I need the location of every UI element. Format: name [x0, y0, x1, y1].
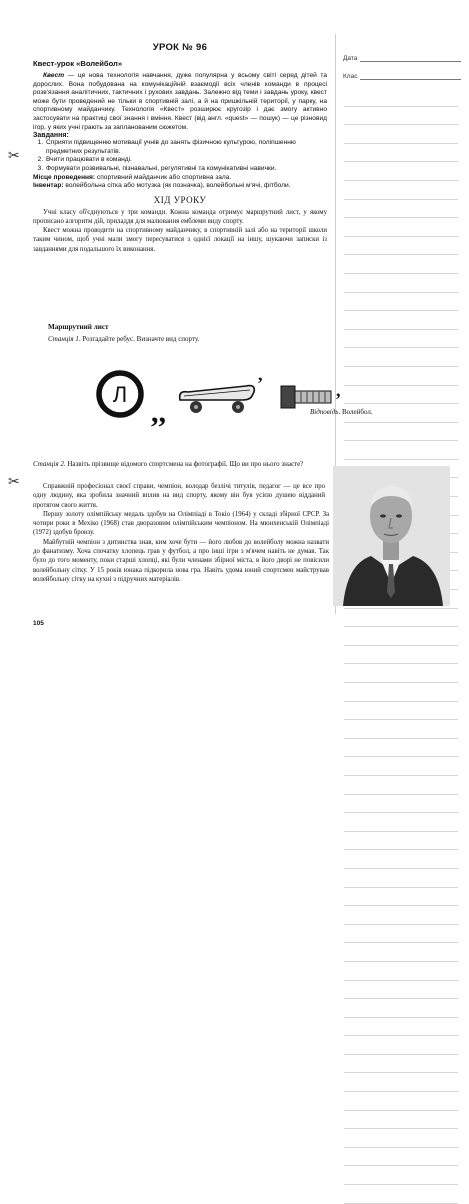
date-label: Дата — [343, 55, 358, 62]
course-paragraph: Квест можна проводити на спортивному майданчику, в спортивній залі або на території школи таким чином, щоб учні мали змогу пересуватися з однієї локації на іншу, шукаючи записки із завданнями для подальшого їх виконання. — [33, 227, 327, 253]
lesson-title: УРОК № 96 — [152, 42, 208, 53]
station2-label: Станція 2 — [33, 460, 64, 468]
scissors-icon: ✂ — [8, 147, 20, 163]
station1-answer — [310, 408, 373, 416]
rebus-apostrophe-mark: , — [258, 364, 263, 384]
intro-paragraph — [33, 72, 327, 132]
intro-term: Квест — [43, 72, 65, 79]
intro-text: — це нова технологія навчання, дуже популярна у всьому світі серед дітей та дорослих. Вона побудована на комунікаційній взаємодії всіх членів команди в процесі розв'язання аналітичних, тактичних і рухових завдань. Залежно від теми і завдань уроку, квест може бути проведений не тільки в спортивній залі, а й на пришкільній території, у парку, на спортивному майданчику. Технологія «Квест» розширює кругозір і дає змогу активно застосувати на практиці свої знання і вміння. Квест (від англ. «quest» — пошук) — це різновид ігор, у яких учні грають за запланованим сюжетом. — [33, 72, 327, 131]
rebus-image — [96, 362, 356, 432]
page-number: 105 — [33, 620, 44, 627]
place-value: спортивний майданчик або спортивна зала. — [95, 173, 232, 181]
skateboard-icon — [180, 386, 255, 413]
sidebar-fields — [343, 44, 461, 80]
bio-paragraph: Першу золоту олімпійську медаль здобув на Олімпіаді в Токіо (1964) у складі збірної СРСР. За чотири роки в Мехіко (1968) став дворазовим олімпійським чемпіоном. На мюнхенській Олімпіаді (1972) здобув бронзу. — [33, 510, 329, 537]
bio-paragraph: Справжній професіонал своєї справи, чемпіон, володар безлічі титулів, педагог — це все про одну людину, яка зробила значний вплив на вид спорту, якому він був усією душею відданий протягом свого життя. — [33, 483, 325, 509]
date-field[interactable] — [343, 44, 461, 62]
station2-prompt — [33, 460, 327, 470]
athlete-photo — [333, 466, 450, 606]
station1-text: . Розгадайте ребус. Визначте вид спорту. — [78, 335, 200, 343]
bio-paragraph: Майбутній чемпіон з дитинства знав, ким хоче бути — його любов до волейболу можна назвати до фанатизму. Хоча спочатку хлопець грав у футбол, а про інші ігри з м'ячем навіть не думав. Так було до того моменту, поки старші хлопці, які були членами збірної міста, в його дворі не повісили волейбольну сітку. У 15 років юнака підкорила нова гра. Навіть удома юний спортсмен майстрував волейбольну сітку на кухні з підручних матеріалів. — [33, 538, 329, 583]
place-line — [33, 174, 327, 183]
route-title: Маршрутний лист — [48, 323, 109, 331]
tasks-label: Завдання: — [33, 132, 69, 140]
task-item: 2. Вчити працювати в команді. — [45, 156, 327, 165]
tasks-list — [33, 139, 327, 173]
task-item: 3. Формувати розвивальні, пізнавальні, регулятивні та комунікативні навички. — [45, 165, 327, 174]
notes-lines[interactable] — [344, 88, 458, 1204]
course-paragraph: Учні класу об'єднуються у три команди. Кожна команда отримує маршрутний лист, у якому прописано алгоритм дій, приладдя для малювання емблеми виду спорту. — [33, 208, 327, 225]
station2-bio — [33, 482, 329, 584]
station1-label: Станція 1 — [48, 335, 79, 343]
answer-value: . Волейбол. — [338, 408, 373, 416]
class-field[interactable] — [343, 62, 461, 80]
station2-text: . Назвіть прізвище відомого спортсмена на фотографії. Що ви про нього знаєте? — [63, 460, 304, 468]
inventory-value: волейбольна сітка або мотузка (як позначка), волейбольні м'ячі, фітболи. — [63, 182, 291, 190]
course-heading: ХІД УРОКУ — [153, 194, 207, 205]
class-label: Клас — [343, 73, 358, 80]
lesson-content — [33, 42, 327, 254]
station1-prompt — [48, 335, 199, 343]
answer-label: Відповідь — [310, 408, 339, 416]
lesson-subtitle: Квест-урок «Волейбол» — [33, 59, 123, 68]
bolt-icon — [281, 386, 331, 408]
place-label: Місце проведення: — [33, 173, 96, 181]
inventory-label: Інвентар: — [33, 182, 64, 190]
scissors-icon: ✂ — [8, 473, 20, 489]
task-item: 1. Сприяти підвищенню мотивації учнів до занять фізичною культурою, поліпшенню предметних результатів. — [45, 139, 327, 156]
rebus-letter-circle — [99, 373, 141, 415]
rebus-commas: ,, — [151, 396, 166, 429]
rebus-apostrophe-mark: , — [336, 380, 341, 400]
inventory-line — [33, 182, 327, 191]
rebus-letter: Л — [112, 382, 128, 407]
